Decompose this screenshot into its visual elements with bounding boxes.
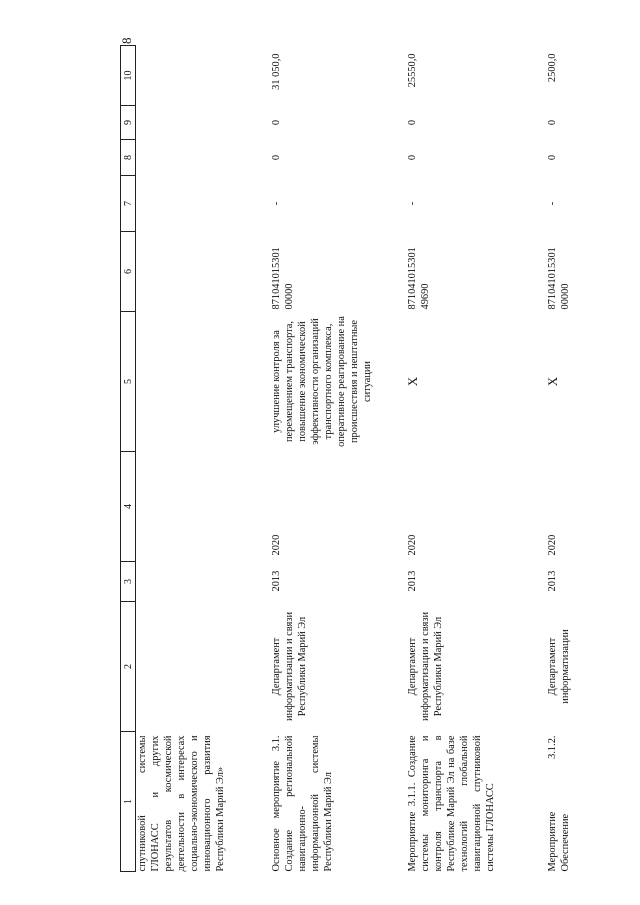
amount-cell bbox=[136, 46, 265, 106]
executor-cell: Департамент информатизации и связи Республики Марий Эл bbox=[407, 612, 444, 722]
program-activities-table bbox=[120, 45, 596, 872]
col8-cell bbox=[136, 140, 265, 176]
col7-cell: - bbox=[547, 201, 558, 206]
column-header: 6 bbox=[121, 232, 136, 312]
col9-cell: 0 bbox=[407, 119, 418, 126]
column-header: 10 bbox=[121, 46, 136, 106]
end-year-cell bbox=[136, 452, 265, 562]
result-cell bbox=[136, 312, 265, 452]
start-year-cell: 2013 bbox=[547, 570, 558, 592]
end-year-cell: 2020 bbox=[547, 534, 558, 556]
executor-cell: Департамент информатизации и связи Республики Марий Эл bbox=[271, 612, 308, 722]
col7-cell: - bbox=[271, 201, 282, 206]
col8-cell: 0 bbox=[407, 154, 418, 161]
column-header: 8 bbox=[121, 140, 136, 176]
col9-cell bbox=[136, 106, 265, 140]
activity-name-cell: Мероприятие 3.1.2. Обеспечение bbox=[547, 735, 571, 872]
activity-name-cell: спутниковой системы ГЛОНАСС и других результатов космической деятельности в интересах социально-экономического и инновационного развития Республики Марий Эл» bbox=[137, 735, 226, 872]
column-header: 2 bbox=[121, 602, 136, 732]
budget-code-cell: 871041015301 00000 bbox=[547, 247, 571, 310]
end-year-cell: 2020 bbox=[271, 534, 282, 556]
activity-name-cell: Мероприятие 3.1.1. Создание системы мониторинга и контроля транспорта в Республике Марий Эл на базе технологий глобальной навигационной спутниковой системы ГЛОНАСС bbox=[407, 735, 496, 872]
table-row bbox=[136, 46, 265, 872]
page-number: 8 bbox=[119, 37, 134, 44]
amount-cell: 2500,0 bbox=[547, 53, 558, 83]
table-row bbox=[264, 46, 400, 872]
col7-cell: - bbox=[407, 201, 418, 206]
column-number-row bbox=[121, 46, 136, 872]
result-cell: улучшение контроля за перемещением транспорта, повышение экономической эффективности организаций транспортного комплекса, оперативное реагирование на происшествия и нештатные ситуации bbox=[271, 316, 373, 447]
table-row bbox=[400, 46, 540, 872]
executor-cell: Департамент информатизации bbox=[547, 629, 571, 704]
amount-cell: 25550,0 bbox=[407, 53, 418, 88]
end-year-cell: 2020 bbox=[407, 534, 418, 556]
amount-cell: 31 050,0 bbox=[271, 53, 282, 90]
column-header: 3 bbox=[121, 562, 136, 602]
start-year-cell: 2013 bbox=[271, 570, 282, 592]
col9-cell: 0 bbox=[547, 119, 558, 126]
budget-code-cell: 871041015301 49690 bbox=[407, 247, 431, 310]
column-header: 9 bbox=[121, 106, 136, 140]
budget-code-cell bbox=[136, 232, 265, 312]
start-year-cell bbox=[136, 562, 265, 602]
column-header: 5 bbox=[121, 312, 136, 452]
table-row bbox=[540, 46, 596, 872]
column-header: 4 bbox=[121, 452, 136, 562]
col9-cell: 0 bbox=[271, 119, 282, 126]
rotated-table-sheet bbox=[120, 32, 640, 872]
budget-code-cell: 871041015301 00000 bbox=[271, 247, 295, 310]
start-year-cell: 2013 bbox=[407, 570, 418, 592]
activity-name-cell: Основное мероприятие 3.1. Создание региональной навигационно-информационной системы Республики Марий Эл bbox=[271, 735, 334, 872]
col8-cell: 0 bbox=[547, 154, 558, 161]
col8-cell: 0 bbox=[271, 154, 282, 161]
executor-cell bbox=[136, 602, 265, 732]
column-header: 7 bbox=[121, 176, 136, 232]
result-cell: X bbox=[545, 376, 560, 387]
column-header: 1 bbox=[121, 732, 136, 872]
result-cell: X bbox=[405, 376, 420, 387]
col7-cell bbox=[136, 176, 265, 232]
